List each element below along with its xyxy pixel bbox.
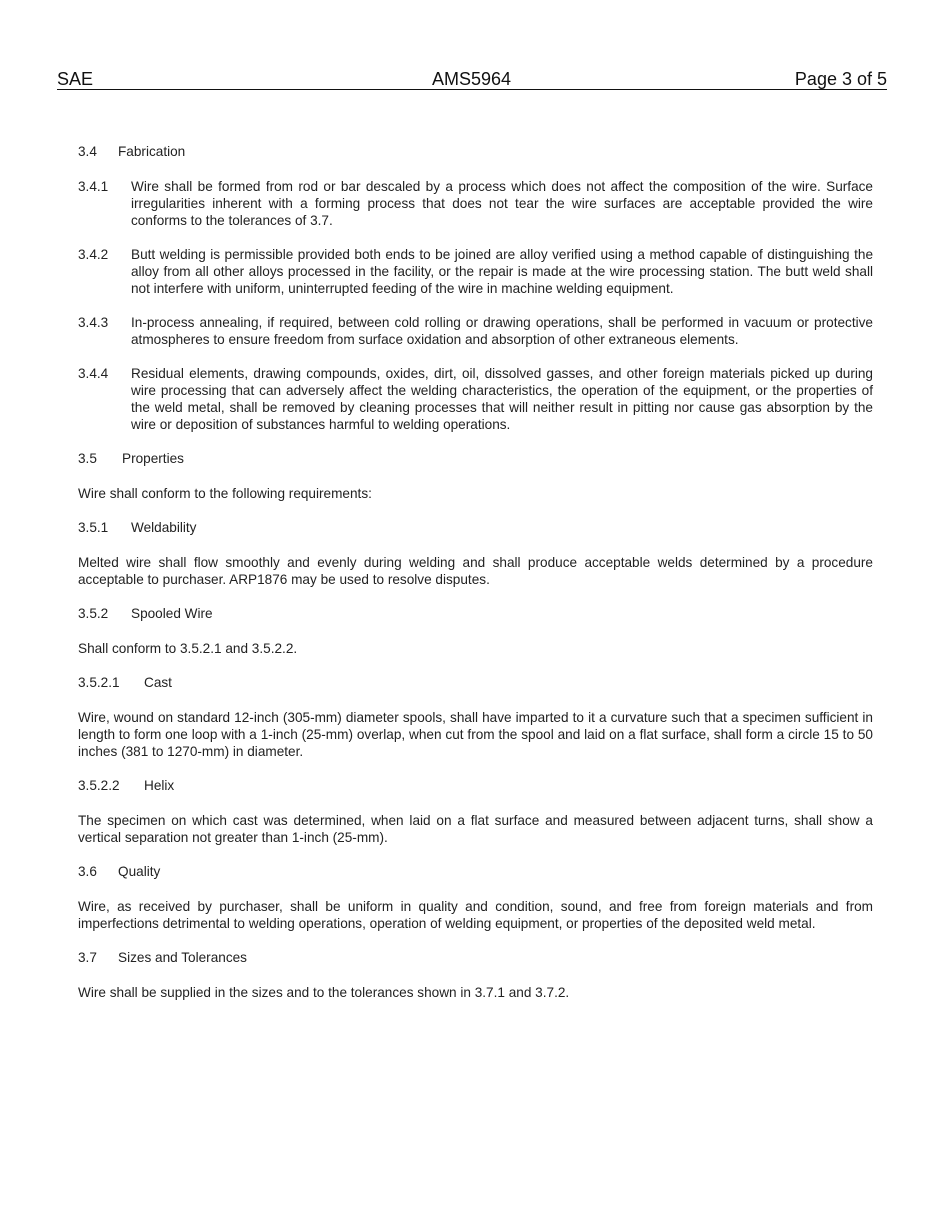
section-number: 3.6 — [78, 864, 97, 879]
section-title: Fabrication — [118, 144, 186, 159]
clause-3-4-4 — [78, 365, 873, 433]
section-heading-3-5-2-1 — [78, 674, 873, 691]
clause-number: 3.4.1 — [78, 179, 109, 194]
section-text-3-7: Wire shall be supplied in the sizes and to the tolerances shown in 3.7.1 and 3.7.2. — [78, 985, 570, 1000]
section-title: Weldability — [131, 520, 197, 535]
section-number: 3.7 — [78, 950, 97, 965]
section-heading-3-5-1 — [78, 519, 873, 536]
clause-text: Wire shall be formed from rod or bar descaled by a process which does not affect the composition of the wire. Surface irregularities inherent with a forming process that does not tear the wire surfaces are acceptable provided the wire conforms to the tolerances of 3.7. — [131, 179, 873, 228]
section-title: Sizes and Tolerances — [118, 950, 247, 965]
section-number: 3.5.2 — [78, 606, 109, 621]
clause-text: In-process annealing, if required, between cold rolling or drawing operations, shall be performed in vacuum or protective atmospheres to ensure freedom from surface oxidation and absorption of other extraneous elements. — [131, 315, 873, 347]
clause-number: 3.4.3 — [78, 315, 109, 330]
header-page-number: Page 3 of 5 — [794, 69, 887, 89]
section-heading-3-6 — [78, 863, 873, 880]
section-number: 3.5.1 — [78, 520, 109, 535]
clause-3-4-1 — [78, 178, 873, 229]
section-heading-3-5-2-2 — [78, 777, 873, 794]
section-heading-3-5 — [78, 450, 873, 467]
section-number: 3.5.2.1 — [78, 675, 120, 690]
section-title: Properties — [122, 451, 184, 466]
clause-3-4-3 — [78, 314, 873, 348]
section-title: Helix — [144, 778, 175, 793]
section-heading-3-5-2 — [78, 605, 873, 622]
header-doc-number: AMS5964 — [432, 69, 512, 89]
section-number: 3.4 — [78, 144, 97, 159]
section-heading-3-7 — [78, 949, 873, 966]
section-title: Spooled Wire — [131, 606, 213, 621]
section-text-3-5-2-1: Wire, wound on standard 12-inch (305-mm) diameter spools, shall have imparted to it a curvature such that a specimen sufficient in length to form one loop with a 1-inch (25-mm) overlap, when cut from the spool and laid on a flat surface, shall form a circle 15 to 50 inches (381 to 1270-mm) in diameter. — [78, 710, 873, 759]
section-title: Cast — [144, 675, 172, 690]
clause-text: Residual elements, drawing compounds, oxides, dirt, oil, dissolved gasses, and other foreign materials picked up during wire processing that can adversely affect the welding characteristics, the operation of the equipment, or the properties of the weld metal, shall be removed by cleaning processes that will neither result in pitting nor cause gas absorption by the wire or deposition of substances harmful to welding operations. — [131, 366, 873, 432]
header-org: SAE — [57, 69, 94, 89]
section-title: Quality — [118, 864, 161, 879]
section-number: 3.5 — [78, 451, 97, 466]
clause-3-4-2 — [78, 246, 873, 297]
section-number: 3.5.2.2 — [78, 778, 120, 793]
section-text-3-6: Wire, as received by purchaser, shall be uniform in quality and condition, sound, and free from foreign materials and from imperfections detrimental to welding operations, operation of welding equipment, or properties of the deposited weld metal. — [78, 899, 873, 931]
section-text-3-5-1: Melted wire shall flow smoothly and evenly during welding and shall produce acceptable welds determined by a procedure acceptable to purchaser. ARP1876 may be used to resolve disputes. — [78, 555, 873, 587]
section-text-3-5-2-2: The specimen on which cast was determined, when laid on a flat surface and measured between adjacent turns, shall show a vertical separation not greater than 1-inch (25-mm). — [78, 813, 873, 845]
clause-number: 3.4.4 — [78, 366, 109, 381]
clause-number: 3.4.2 — [78, 247, 109, 262]
section-text-3-5: Wire shall conform to the following requirements: — [78, 486, 372, 501]
document-body — [78, 143, 873, 1018]
section-heading-3-4 — [78, 143, 873, 160]
clause-text: Butt welding is permissible provided both ends to be joined are alloy verified using a method capable of distinguishing the alloy from all other alloys processed in the facility, or the repair is made at the wire processing station. The butt weld shall not interfere with uniform, uninterrupted feeding of the wire in machine welding equipment. — [131, 247, 873, 296]
section-text-3-5-2: Shall conform to 3.5.2.1 and 3.5.2.2. — [78, 641, 298, 656]
page-header — [57, 69, 887, 90]
